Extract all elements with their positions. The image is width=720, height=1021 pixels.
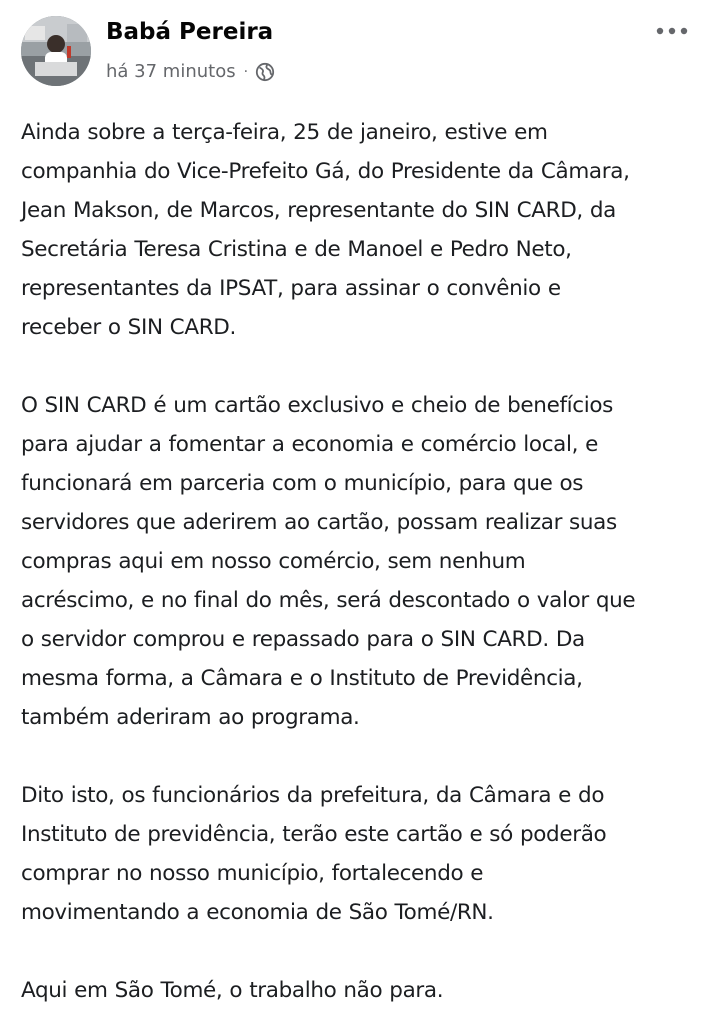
text-line: companhia do Vice-Prefeito Gá, do Presidente da Câmara, [21, 159, 630, 184]
text-line: Jean Makson, de Marcos, representante do SIN CARD, da [21, 198, 616, 223]
author-name[interactable]: Babá Pereira [106, 19, 274, 45]
text-line: Instituto de previdência, terão este cartão e só poderão [21, 822, 607, 847]
post-paragraph [21, 971, 711, 1010]
more-horizontal-icon [656, 27, 688, 35]
text-line: compras aqui em nosso comércio, sem nenhum [21, 549, 526, 574]
text-line: movimentando a economia de São Tomé/RN. [21, 900, 494, 925]
more-options-button[interactable] [652, 16, 692, 46]
text-line: Secretária Teresa Cristina e de Manoel e Pedro Neto, [21, 237, 572, 262]
post-paragraph [21, 113, 711, 347]
avatar[interactable] [21, 16, 91, 86]
post-header [0, 0, 720, 100]
post-paragraph [21, 386, 711, 737]
text-line: Aqui em São Tomé, o trabalho não para. [21, 978, 444, 1003]
text-line: acréscimo, e no final do mês, será descontado o valor que [21, 588, 636, 613]
post-timestamp[interactable]: há 37 minutos [106, 61, 236, 82]
text-line: também aderiram ao programa. [21, 705, 360, 730]
text-line: funcionará em parceria com o município, para que os [21, 471, 584, 496]
avatar-photo-icon [21, 16, 91, 86]
text-line: Ainda sobre a terça-feira, 25 de janeiro, estive em [21, 120, 548, 145]
post-meta [106, 61, 275, 82]
post-paragraph [21, 776, 711, 932]
text-line: mesma forma, a Câmara e o Instituto de Previdência, [21, 666, 583, 691]
text-line: O SIN CARD é um cartão exclusivo e cheio de benefícios [21, 393, 614, 418]
text-line: servidores que aderirem ao cartão, possam realizar suas [21, 510, 617, 535]
text-line: representantes da IPSAT, para assinar o convênio e [21, 276, 561, 301]
meta-separator: · [243, 63, 249, 80]
text-line: para ajudar a fomentar a economia e comércio local, e [21, 432, 598, 457]
text-line: Dito isto, os funcionários da prefeitura, da Câmara e do [21, 783, 605, 808]
text-line: comprar no nosso município, fortalecendo e [21, 861, 484, 886]
post-text [21, 113, 711, 1010]
globe-icon[interactable] [255, 62, 275, 82]
text-line: receber o SIN CARD. [21, 315, 236, 340]
text-line: o servidor comprou e repassado para o SIN CARD. Da [21, 627, 585, 652]
